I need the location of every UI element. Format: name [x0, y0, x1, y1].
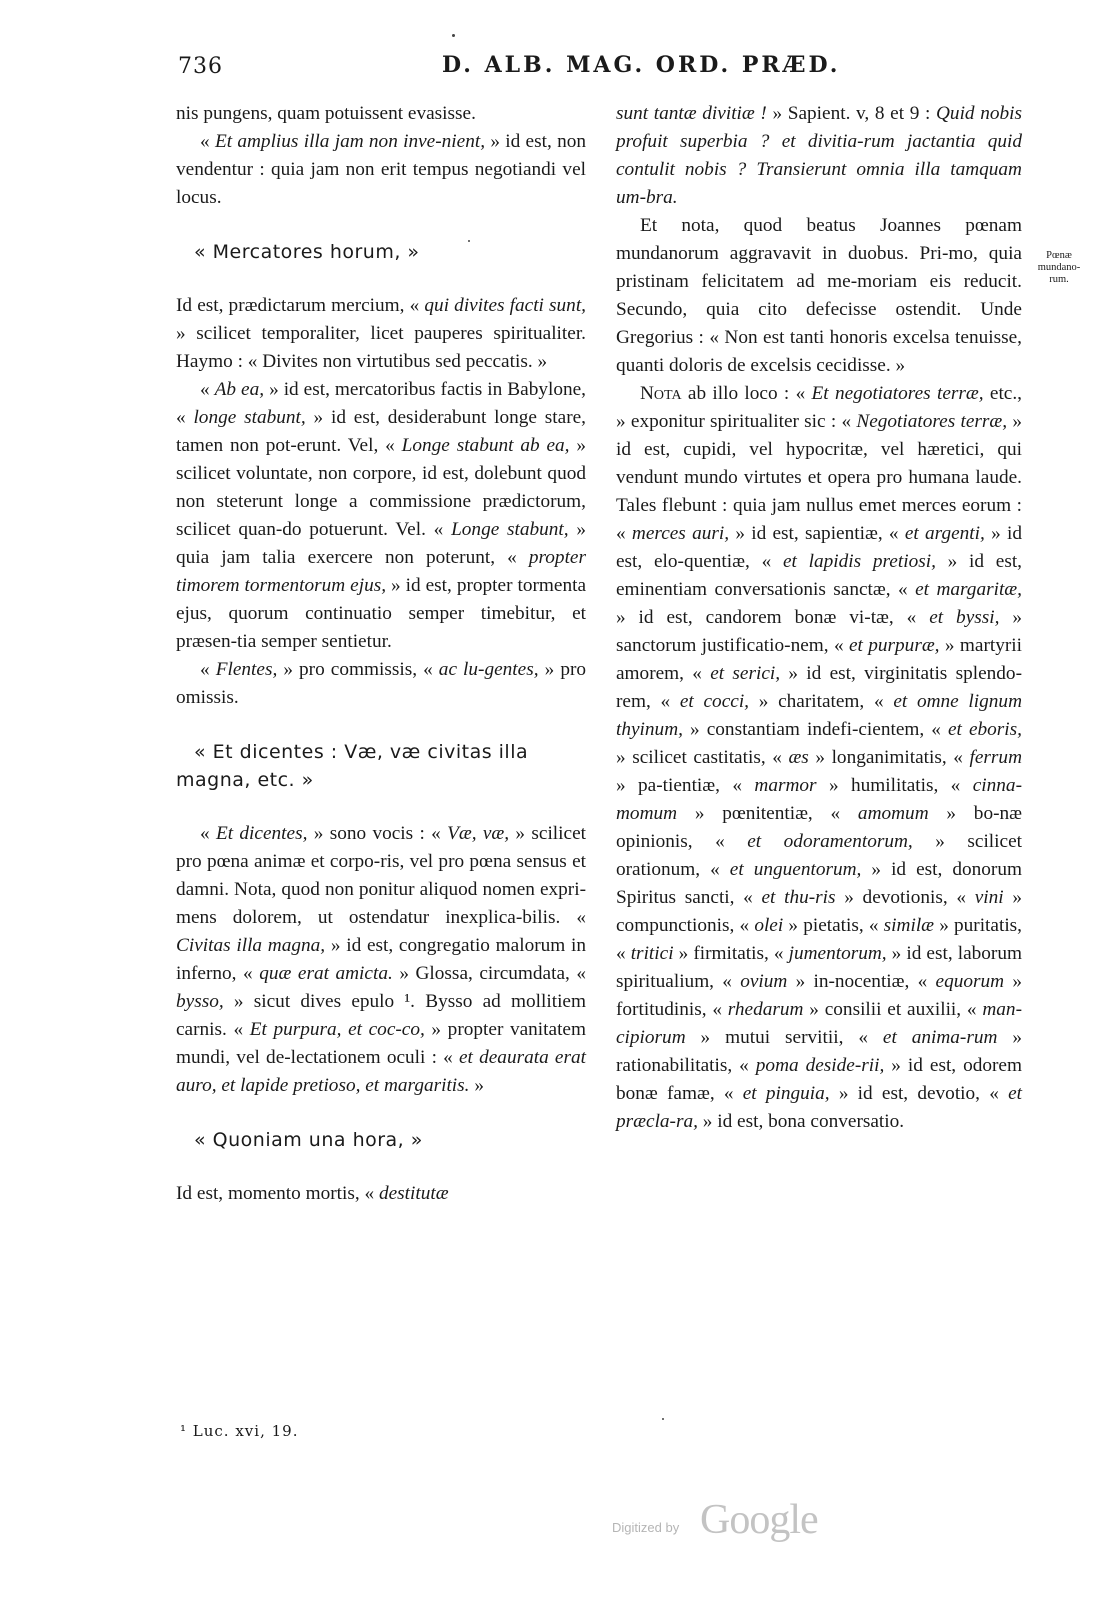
- paragraph: Et nota, quod beatus Joannes pœnam mundanorum aggravavit in duobus. Pri-mo, quia pristinam felicitatem ad me-moriam eis reducit. Secundo, quia cito defecisse ostendit. Unde Gregorius : « Non est tanti honoris excelsa tenuisse, quanti doloris de excelsis cecidisse. »: [616, 215, 1022, 376]
- paragraph: « Ab ea, » id est, mercatoribus factis in Babylone, « longe stabunt, » id est, desiderabunt longe stare, tamen non pot-erunt. Vel, « Longe stabunt ab ea, » scilicet voluntate, non corpore, id est, dolebunt quod non steterunt longe a commissione prædictorum, scilicet quan-do potuerunt. Vel. « Longe stabunt, » quia jam talia exercere non poterunt, « propter timorem tormentorum ejus, » id est, propter tormenta ejus, quorum continuatio semper timebitur, et præsen-tia semper sentietur.: [176, 379, 587, 652]
- print-speck: [452, 34, 455, 37]
- watermark-caption: Digitized by: [612, 1520, 680, 1535]
- footnote: ¹ Luc. xvi, 19.: [180, 1422, 299, 1440]
- paragraph: Id est, prædictarum mercium, « qui divites facti sunt, » scilicet temporaliter, licet pauperes spiritualiter. Haymo : « Divites non virtutibus sed peccatis. »: [176, 295, 586, 372]
- left-column: [176, 100, 586, 1208]
- section-heading: « Et dicentes : Væ, væ civitas illa magna, etc. »: [176, 741, 529, 791]
- running-head: D. ALB. MAG. ORD. PRÆD.: [442, 52, 841, 78]
- margin-note: Pœnæ mundano-rum.: [1037, 250, 1081, 285]
- paragraph: « Et dicentes, » sono vocis : « Væ, væ, » scilicet pro pœna animæ et corpo-ris, vel pro pœna sensus et damni. Nota, quod non ponitur aliquod nomen expri-mens dolorem, ut ostendatur inexplica-bilis. « Civitas illa magna, » id est, congregatio malorum in inferno, « quæ erat amicta. » Glossa, circumdata, « bysso, » sicut dives epulo ¹. Bysso ad mollitiem carnis. « Et purpura, et coc-co, » propter vanitatem mundi, vel de-lectationem oculi : « et deaurata erat auro, et lapide pretioso, et margaritis. »: [176, 823, 587, 1096]
- paragraph: Nota ab illo loco : « Et negotiatores terræ, etc., » exponitur spiritualiter sic : « Negotiatores terræ, » id est, cupidi, vel hypocritæ, vel hæretici, qui vendunt mundo virtutes et opera pro humana laude. Tales flebunt : quia jam nullus emet merces eorum : « merces auri, » id est, sapientiæ, « et argenti, » id est, elo-quentiæ, « et lapidis pretiosi, » id est, eminentiam conversationis sanctæ, « et margaritæ, » id est, candorem bonæ vi-tæ, « et byssi, » sanctorum justificatio-nem, « et purpuræ, » martyrii amorem, « et serici, » id est, virginitatis splendo-rem, « et cocci, » charitatem, « et omne lignum thyinum, » constantiam indefi-cientem, « et eboris, » scilicet castitatis, « æs » longanimitatis, « ferrum » pa-tientiæ, « marmor » humilitatis, « cinna-momum » pœnitentiæ, « amomum » bo-næ opinionis, « et odoramentorum, » scilicet orationum, « et unguentorum, » id est, donorum Spiritus sancti, « et thu-ris » devotionis, « vini » compunctionis, « olei » pietatis, « similæ » puritatis, « tritici » firmitatis, « jumentorum, » id est, laborum spiritualium, « ovium » in-nocentiæ, « equorum » fortitudinis, « rhedarum » consilii et auxilii, « man-cipiorum » mutui servitii, « et anima-rum » rationabilitatis, « poma deside-rii, » id est, odorem bonæ famæ, « et pinguia, » id est, devotio, « et præcla-ra, » id est, bona conversatio.: [616, 383, 1023, 1132]
- google-logo: Google: [700, 1497, 818, 1543]
- print-speck: [468, 240, 470, 242]
- paragraph: « Flentes, » pro commissis, « ac lu-gentes, » pro omissis.: [176, 659, 587, 708]
- paragraph: sunt tantæ divitiæ ! » Sapient. v, 8 et 9 : Quid nobis profuit superbia ? et divitia-rum jactantia quid contulit nobis ? Transierunt omnia illa tamquam um-bra.: [616, 103, 1022, 208]
- paragraph: Id est, momento mortis, « destitutæ: [176, 1183, 449, 1204]
- paragraph: nis pungens, quam potuissent evasisse.: [176, 103, 476, 124]
- paragraph: « Et amplius illa jam non inve-nient, » id est, non vendentur : quia jam non erit tempus negotiandi vel locus.: [176, 131, 586, 208]
- page-header: [178, 50, 841, 90]
- page-number: 736: [178, 54, 223, 79]
- digitized-watermark: [612, 1496, 842, 1556]
- section-heading: « Mercatores horum, »: [194, 241, 420, 263]
- right-column: [616, 100, 1022, 1136]
- section-heading: « Quoniam una hora, »: [194, 1129, 423, 1151]
- print-speck: [662, 1418, 664, 1420]
